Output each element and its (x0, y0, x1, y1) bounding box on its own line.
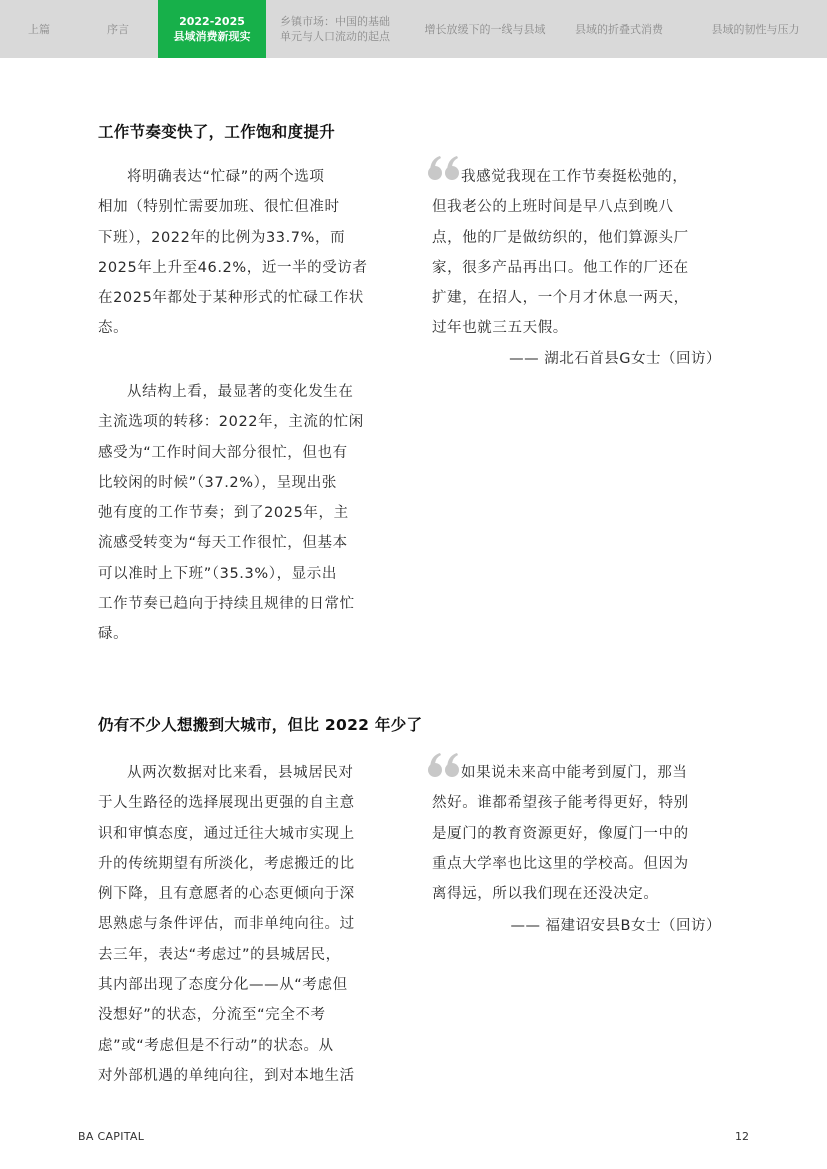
text-line: 可以准时上下班”（35.3%），显示出 (98, 565, 337, 582)
text-line: 没想好”的状态，分流至“完全不考 (98, 1007, 326, 1024)
nav-tab-label: 2022-2025 (179, 15, 245, 28)
text-line: 是厦门的教育资源更好，像厦门一中的 (432, 825, 689, 842)
text-line: 但我老公的上班时间是早八点到晚八 (432, 199, 674, 216)
text-line: 从结构上看，最显著的变化发生在 (127, 384, 354, 400)
text-line: 主流选项的转移：2022年，主流的忙闲 (98, 414, 364, 431)
nav-tab-preface[interactable] (78, 0, 158, 58)
text-line: 于人生路径的选择展现出更强的自主意 (98, 795, 355, 812)
interview-quote (432, 162, 732, 344)
nav-tab-township-market[interactable] (266, 0, 416, 58)
nav-tab-county-consumption[interactable] (158, 0, 266, 58)
text-line: 离得远，所以我们现在还没决定。 (432, 886, 659, 903)
text-line: 扩建，在招人，一个月才休息一两天， (432, 290, 689, 307)
text-line: 我感觉我现在工作节奏挺松弛的， (461, 169, 688, 185)
text-line: 从两次数据对比来看，县城居民对 (127, 765, 354, 781)
text-line: 流感受转变为“每天工作很忙，但基本 (98, 535, 348, 552)
text-line: 碌。 (98, 626, 129, 643)
body-paragraph (98, 758, 396, 1091)
text-line: 相加（特别忙需要加班、很忙但准时 (98, 199, 340, 216)
text-line: 如果说未来高中能考到厦门，那当 (461, 765, 688, 781)
text-line: 例下降，且有意愿者的心态更倾向于深 (98, 886, 355, 903)
nav-tab-folded-consumption[interactable] (554, 0, 684, 58)
nav-tab-growth-slowdown[interactable] (416, 0, 554, 58)
nav-tab-label: 县域的韧性与压力 (711, 22, 800, 36)
text-line: 2025年上升至46.2%，近一半的受访者 (98, 259, 368, 276)
nav-tab-resilience[interactable] (684, 0, 827, 58)
text-line: 识和审慎态度，通过迁往大城市实现上 (98, 825, 355, 842)
text-line: 虑”或“考虑但是不行动”的状态。从 (98, 1037, 334, 1054)
body-paragraph (98, 162, 396, 344)
nav-tab-label: 县域的折叠式消费 (575, 22, 663, 36)
text-line: 其内部出现了态度分化——从“考虑但 (98, 977, 348, 994)
text-line: 然好。谁都希望孩子能考得更好，特别 (432, 795, 689, 812)
text-line: 比较闲的时候”（37.2%），呈现出张 (98, 474, 337, 491)
text-line: 弛有度的工作节奏；到了2025年，主 (98, 505, 349, 522)
top-nav (0, 0, 827, 58)
text-line: 过年也就三五天假。 (432, 320, 568, 337)
nav-tab-part1[interactable] (0, 0, 78, 58)
page-number: 12 (735, 1130, 749, 1143)
interview-quote (432, 758, 732, 909)
section-heading: 工作节奏变快了，工作饱和度提升 (98, 123, 336, 141)
text-line: 升的传统期望有所淡化，考虑搬迁的比 (98, 855, 355, 872)
nav-tab-label: 上篇 (28, 22, 50, 36)
section-heading: 仍有不少人想搬到大城市，但比 2022 年少了 (98, 716, 423, 734)
text-line: 对外部机遇的单纯向往，到对本地生活 (98, 1067, 355, 1084)
text-line: 家，很多产品再出口。他工作的厂还在 (432, 259, 689, 276)
nav-tab-label-line2: 单元与人口流动的起点 (280, 30, 390, 43)
nav-tab-label: 增长放缓下的一线与县域 (424, 22, 546, 36)
quote-attribution: —— 湖北石首县G女士（回访） (509, 351, 721, 367)
text-line: 下班），2022年的比例为33.7%，而 (98, 229, 346, 246)
footer-brand: BA CAPITAL (78, 1130, 145, 1143)
body-paragraph (98, 377, 396, 650)
text-line: 工作节奏已趋向于持续且规律的日常忙 (98, 596, 355, 613)
text-line: 重点大学率也比这里的学校高。但因为 (432, 855, 689, 872)
nav-tab-label: 乡镇市场：中国的基础 (280, 15, 390, 28)
text-line: 将明确表达“忙碌”的两个选项 (127, 169, 325, 185)
nav-tab-label-line2: 县域消费新现实 (173, 30, 251, 43)
text-line: 去三年，表达“考虑过”的县城居民， (98, 946, 341, 963)
text-line: 态。 (98, 320, 129, 337)
quote-attribution: —— 福建诏安县B女士（回访） (510, 918, 721, 934)
text-line: 在2025年都处于某种形式的忙碌工作状 (98, 290, 364, 307)
text-line: 思熟虑与条件评估，而非单纯向往。过 (98, 916, 355, 933)
text-line: 点，他的厂是做纺织的，他们算源头厂 (432, 229, 689, 246)
nav-tab-label: 序言 (107, 22, 129, 36)
text-line: 感受为“工作时间大部分很忙，但也有 (98, 444, 348, 461)
